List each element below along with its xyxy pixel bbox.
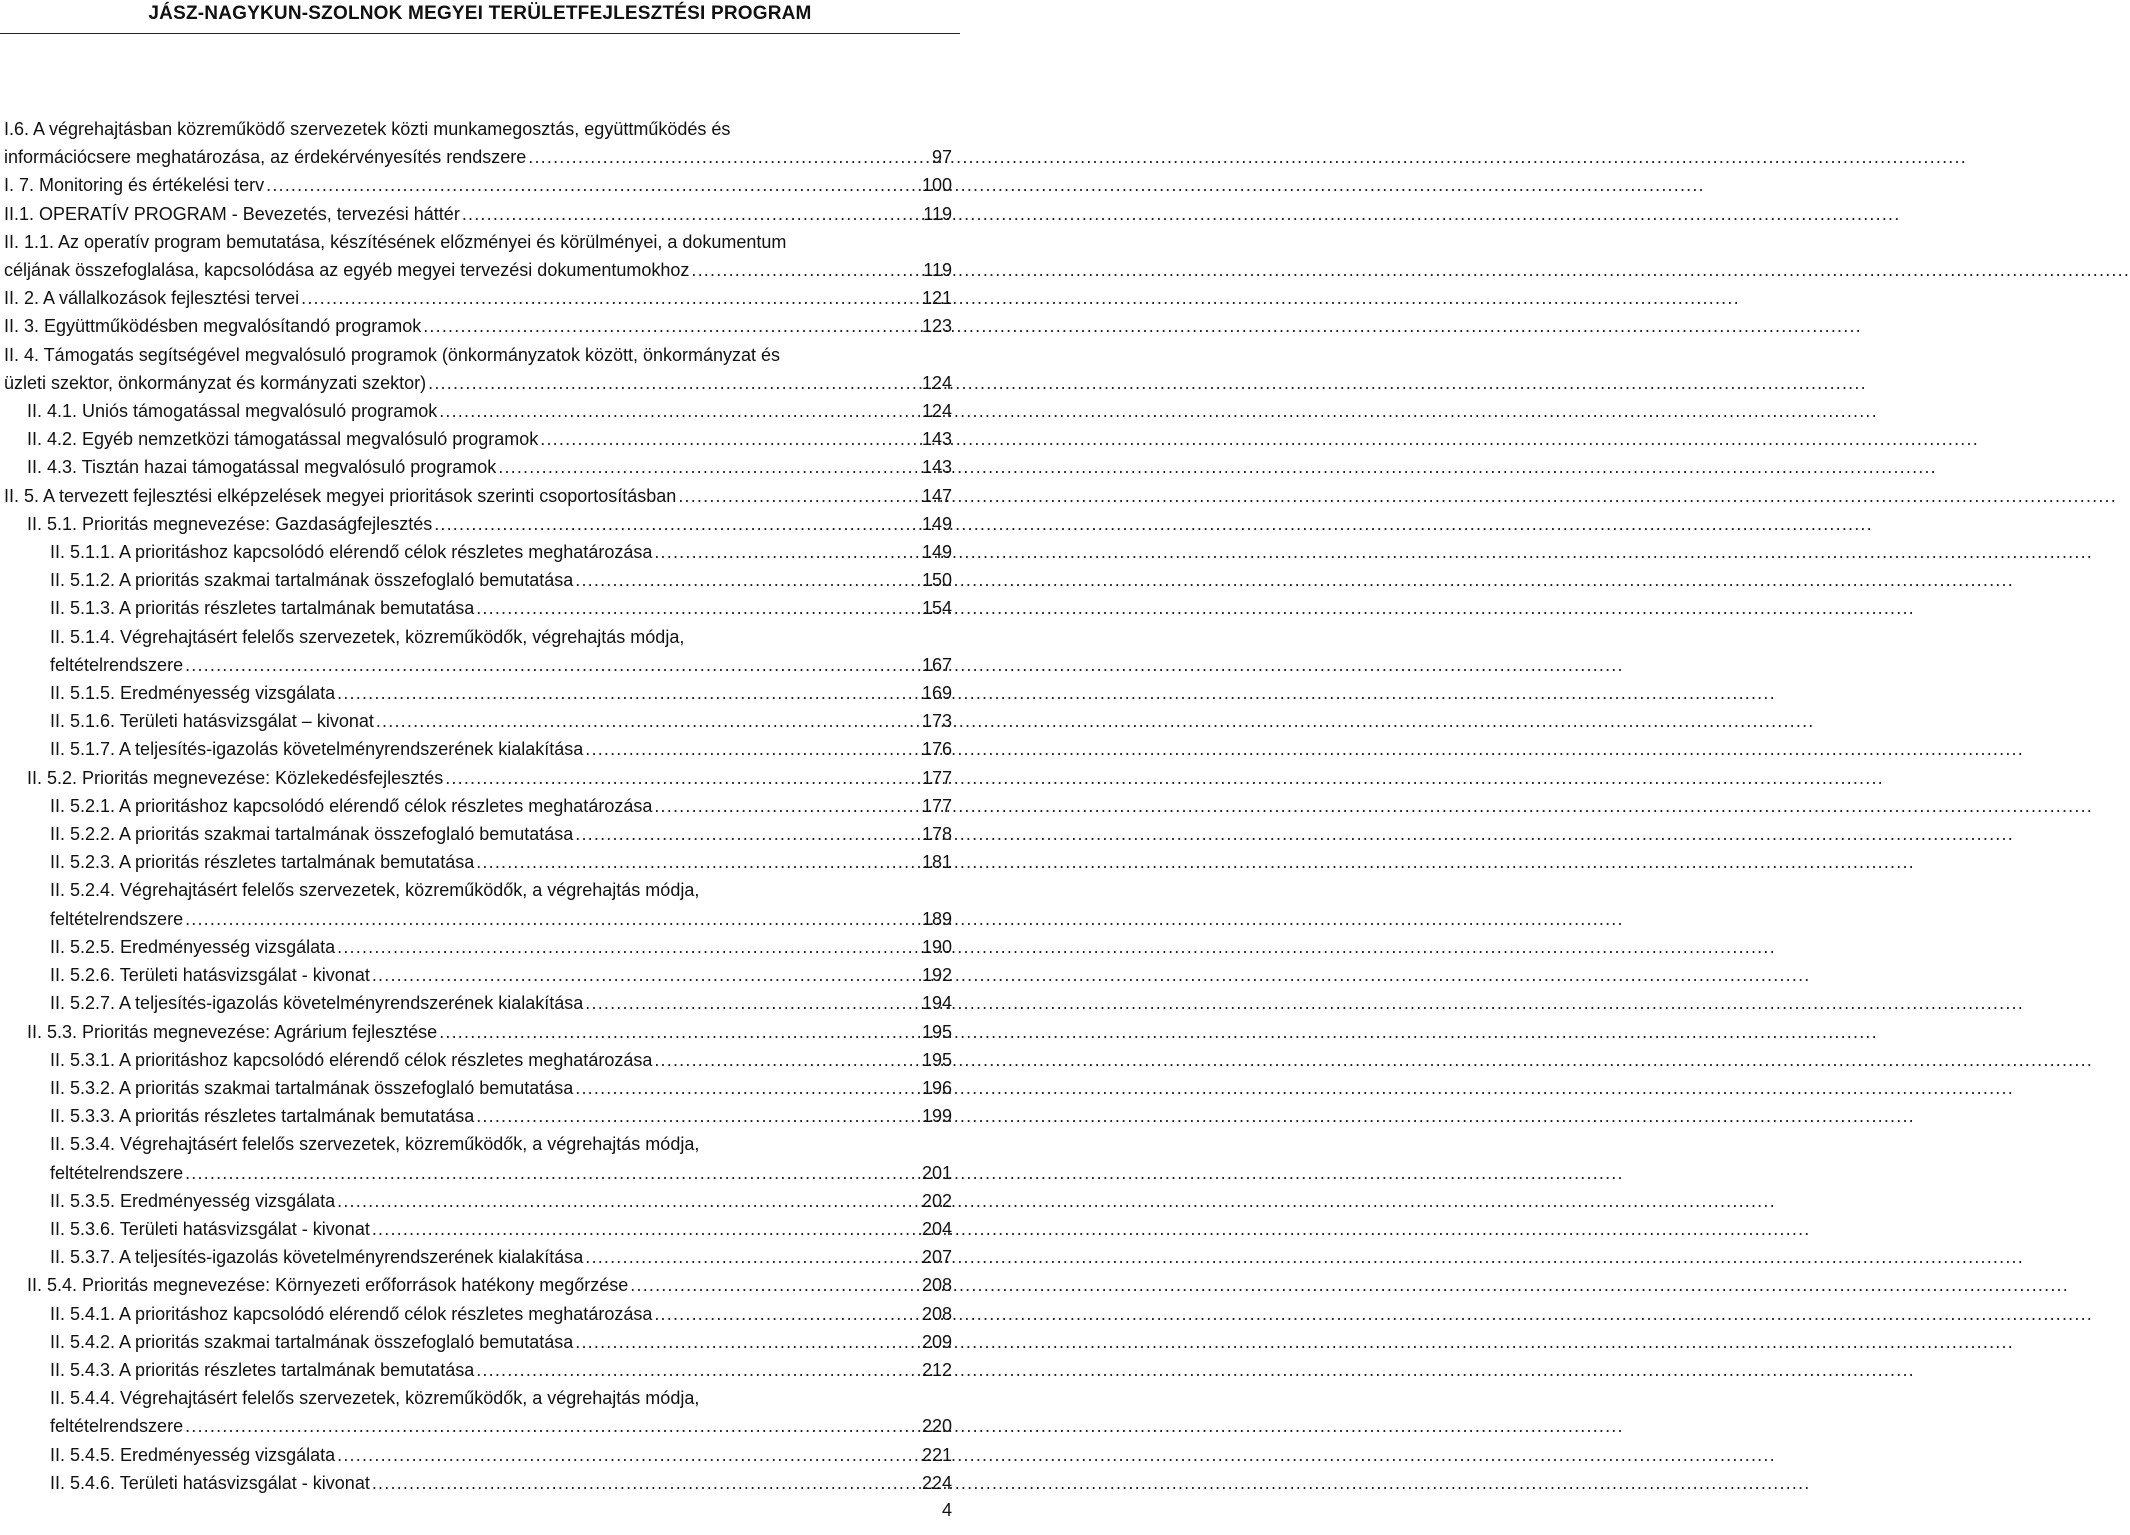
toc-entry-row bbox=[50, 1046, 952, 1074]
table-of-contents bbox=[0, 115, 960, 1497]
dot-leader bbox=[439, 1018, 920, 1046]
toc-entry-row bbox=[4, 143, 952, 171]
toc-entry-title: üzleti szektor, önkormányzat és kormányzati szektor) bbox=[4, 372, 427, 393]
dot-leader bbox=[372, 1215, 920, 1243]
toc-entry-title: II. 5.4.2. A prioritás szakmai tartalmának összefoglaló bemutatása bbox=[50, 1331, 574, 1352]
toc-entry-row bbox=[50, 1074, 952, 1102]
toc-entry[interactable] bbox=[0, 538, 960, 566]
toc-entry[interactable] bbox=[0, 876, 960, 932]
toc-entry-row bbox=[27, 510, 952, 538]
toc-entry-title: II. 5.1.6. Területi hatásvizsgálat – kivonat bbox=[50, 711, 374, 732]
dot-leader bbox=[498, 453, 920, 481]
toc-entry-title: II. 5.3.1. A prioritáshoz kapcsolódó elérendő célok részletes meghatározása bbox=[50, 1049, 653, 1070]
toc-entry-row bbox=[4, 284, 952, 312]
toc-entry-row bbox=[50, 538, 952, 566]
toc-entry-title-line: II. 5.2.4. Végrehajtásért felelős szervezetek, közreműködők, a végrehajtás módja, bbox=[50, 880, 700, 901]
toc-entry-page-number: 173 bbox=[921, 711, 952, 732]
toc-entry-row bbox=[27, 453, 952, 481]
header-divider bbox=[0, 33, 960, 34]
toc-entry-title: II. 5.3.5. Eredményesség vizsgálata bbox=[50, 1190, 336, 1211]
toc-entry-page-number: 124 bbox=[921, 401, 952, 422]
dot-leader bbox=[337, 1441, 920, 1469]
toc-entry-row bbox=[50, 594, 952, 622]
toc-entry[interactable] bbox=[0, 510, 960, 538]
toc-entry[interactable] bbox=[0, 566, 960, 594]
toc-entry-title: II. 5.4.5. Eredményesség vizsgálata bbox=[50, 1444, 336, 1465]
toc-entry-page-number: 147 bbox=[921, 485, 952, 506]
toc-entry-row bbox=[4, 256, 952, 284]
toc-entry-title-line: II. 5.1.4. Végrehajtásért felelős szervezetek, közreműködők, végrehajtás módja, bbox=[50, 626, 685, 647]
toc-entry[interactable] bbox=[0, 1469, 960, 1497]
toc-entry-row bbox=[27, 425, 952, 453]
toc-entry-page-number: 207 bbox=[921, 1247, 952, 1268]
dot-leader bbox=[476, 594, 920, 622]
toc-entry-title: II. 5.1.7. A teljesítés-igazolás követelményrendszerének kialakítása bbox=[50, 739, 584, 760]
toc-entry[interactable] bbox=[0, 623, 960, 679]
dot-leader bbox=[185, 905, 920, 933]
toc-entry-row bbox=[4, 171, 952, 199]
toc-entry[interactable] bbox=[0, 989, 960, 1017]
toc-entry-title: II. 5.4. Prioritás megnevezése: Környezeti erőforrások hatékony megőrzése bbox=[27, 1275, 629, 1296]
toc-entry-row bbox=[50, 735, 952, 763]
dot-leader bbox=[476, 1102, 920, 1130]
toc-entry[interactable] bbox=[0, 792, 960, 820]
toc-entry-page-number: 123 bbox=[921, 316, 952, 337]
toc-entry-row bbox=[50, 933, 952, 961]
dot-leader bbox=[372, 1469, 920, 1497]
toc-entry-title: II. 5.1.2. A prioritás szakmai tartalmának összefoglaló bemutatása bbox=[50, 570, 574, 591]
toc-entry[interactable] bbox=[0, 228, 960, 284]
toc-entry-page-number: 208 bbox=[921, 1275, 952, 1296]
toc-entry-title: céljának összefoglalása, kapcsolódása az egyéb megyei tervezési dokumentumokhoz bbox=[4, 260, 690, 281]
toc-entry-page-number: 212 bbox=[921, 1359, 952, 1380]
toc-entry[interactable] bbox=[0, 284, 960, 312]
dot-leader bbox=[337, 1187, 920, 1215]
toc-entry-title-line: I.6. A végrehajtásban közreműködő szervezetek közti munkamegosztás, együttműködés és bbox=[4, 119, 731, 139]
toc-entry[interactable] bbox=[0, 764, 960, 792]
toc-entry-title: II. 5.4.6. Területi hatásvizsgálat - kivonat bbox=[50, 1472, 370, 1493]
toc-entry-title: II. 5.3.6. Területi hatásvizsgálat - kivonat bbox=[50, 1218, 370, 1239]
toc-entry[interactable] bbox=[0, 735, 960, 763]
toc-entry-title: II. 5.4.1. A prioritáshoz kapcsolódó elérendő célok részletes meghatározása bbox=[50, 1303, 653, 1324]
toc-entry[interactable] bbox=[0, 820, 960, 848]
toc-entry-row bbox=[27, 764, 952, 792]
toc-entry[interactable] bbox=[0, 933, 960, 961]
toc-entry[interactable] bbox=[0, 115, 960, 171]
toc-entry-title: II. 5.2.6. Területi hatásvizsgálat - kivonat bbox=[50, 965, 370, 986]
toc-entry-row bbox=[50, 707, 952, 735]
toc-entry-title: II. 3. Együttműködésben megvalósítandó programok bbox=[4, 316, 422, 337]
toc-entry-title: II. 5.1. Prioritás megnevezése: Gazdaságfejlesztés bbox=[27, 513, 433, 534]
toc-entry[interactable] bbox=[0, 1018, 960, 1046]
toc-entry-title-line: II. 5.4.4. Végrehajtásért felelős szervezetek, közreműködők, a végrehajtás módja, bbox=[50, 1388, 700, 1409]
dot-leader bbox=[585, 989, 920, 1017]
toc-entry-row bbox=[50, 1356, 952, 1384]
toc-entry-page-number: 143 bbox=[921, 457, 952, 478]
toc-entry-title: II. 5.1.3. A prioritás részletes tartalmának bemutatása bbox=[50, 598, 475, 619]
toc-entry[interactable] bbox=[0, 1102, 960, 1130]
toc-entry-title: II. 5.2.3. A prioritás részletes tartalmának bemutatása bbox=[50, 852, 475, 873]
toc-entry-page-number: 178 bbox=[921, 824, 952, 845]
toc-entry[interactable] bbox=[0, 397, 960, 425]
page-number: 4 bbox=[941, 1500, 952, 1520]
toc-entry-title: II. 4.3. Tisztán hazai támogatással megvalósuló programok bbox=[27, 457, 497, 478]
dot-leader bbox=[575, 566, 920, 594]
dot-leader bbox=[654, 538, 920, 566]
toc-entry-page-number: 192 bbox=[921, 965, 952, 986]
toc-entry[interactable] bbox=[0, 848, 960, 876]
toc-entry-title: II. 5.4.3. A prioritás részletes tartalmának bemutatása bbox=[50, 1359, 475, 1380]
toc-entry-page-number: 150 bbox=[921, 570, 952, 591]
toc-entry-page-number: 124 bbox=[921, 372, 952, 393]
toc-entry[interactable] bbox=[0, 482, 960, 510]
toc-entry-title: II. 5.3. Prioritás megnevezése: Agrárium fejlesztése bbox=[27, 1021, 438, 1042]
dot-leader bbox=[476, 848, 920, 876]
toc-entry-title: II. 5.2.2. A prioritás szakmai tartalmának összefoglaló bemutatása bbox=[50, 824, 574, 845]
toc-entry-page-number: 194 bbox=[921, 993, 952, 1014]
toc-entry[interactable] bbox=[0, 1074, 960, 1102]
dot-leader bbox=[445, 764, 920, 792]
toc-entry[interactable] bbox=[0, 1243, 960, 1271]
dot-leader bbox=[434, 510, 920, 538]
dot-leader bbox=[575, 1074, 920, 1102]
toc-entry[interactable] bbox=[0, 1271, 960, 1299]
toc-entry-title: feltételrendszere bbox=[50, 1162, 184, 1183]
toc-entry-title: II. 5.2.5. Eredményesség vizsgálata bbox=[50, 936, 336, 957]
toc-entry-title: II. 5.2.1. A prioritáshoz kapcsolódó elérendő célok részletes meghatározása bbox=[50, 795, 653, 816]
toc-entry[interactable] bbox=[0, 1300, 960, 1328]
dot-leader bbox=[654, 1300, 920, 1328]
toc-entry-row bbox=[50, 1328, 952, 1356]
toc-entry-page-number: 208 bbox=[921, 1303, 952, 1324]
toc-entry-title: II. 2. A vállalkozások fejlesztési tervei bbox=[4, 288, 300, 309]
dot-leader bbox=[575, 820, 920, 848]
toc-entry-row bbox=[50, 989, 952, 1017]
dot-leader bbox=[540, 425, 920, 453]
dot-leader bbox=[301, 284, 920, 312]
toc-entry-title-line: II. 4. Támogatás segítségével megvalósuló programok (önkormányzatok között, önkormányzat és bbox=[4, 344, 781, 365]
toc-entry[interactable] bbox=[0, 961, 960, 989]
toc-entry-title-line: II. 5.3.4. Végrehajtásért felelős szervezetek, közreműködők, a végrehajtás módja, bbox=[50, 1134, 700, 1155]
toc-entry-row bbox=[50, 961, 952, 989]
toc-entry-row bbox=[4, 369, 952, 397]
toc-entry-row bbox=[50, 905, 952, 933]
toc-entry-title: II. 5.1.1. A prioritáshoz kapcsolódó elérendő célok részletes meghatározása bbox=[50, 542, 653, 563]
toc-entry-page-number: 224 bbox=[921, 1472, 952, 1493]
toc-entry[interactable] bbox=[0, 1215, 960, 1243]
toc-entry-row bbox=[50, 1187, 952, 1215]
toc-entry-row bbox=[27, 1018, 952, 1046]
dot-leader bbox=[462, 200, 921, 228]
toc-entry-page-number: 149 bbox=[921, 513, 952, 534]
toc-entry-page-number: 204 bbox=[921, 1218, 952, 1239]
toc-entry-row bbox=[50, 1412, 952, 1440]
toc-entry[interactable] bbox=[0, 594, 960, 622]
dot-leader bbox=[476, 1356, 920, 1384]
toc-entry[interactable] bbox=[0, 171, 960, 199]
toc-entry-title: II. 5.1.5. Eredményesség vizsgálata bbox=[50, 683, 336, 704]
toc-entry-title: II. 5.2.7. A teljesítés-igazolás követelményrendszerének kialakítása bbox=[50, 993, 584, 1014]
dot-leader bbox=[185, 651, 920, 679]
toc-entry-row bbox=[50, 566, 952, 594]
toc-entry-page-number: 119 bbox=[923, 260, 952, 281]
toc-entry-row bbox=[50, 848, 952, 876]
toc-entry-title: feltételrendszere bbox=[50, 908, 184, 929]
toc-entry[interactable] bbox=[0, 1187, 960, 1215]
toc-entry-row bbox=[50, 1159, 952, 1187]
dot-leader bbox=[372, 961, 920, 989]
dot-leader bbox=[575, 1328, 920, 1356]
toc-entry-page-number: 119 bbox=[923, 203, 952, 224]
toc-entry[interactable] bbox=[0, 679, 960, 707]
toc-entry-row bbox=[50, 1469, 952, 1497]
toc-entry-page-number: 195 bbox=[921, 1049, 952, 1070]
toc-entry[interactable] bbox=[0, 1130, 960, 1186]
toc-entry-page-number: 143 bbox=[921, 429, 952, 450]
toc-entry-page-number: 169 bbox=[921, 683, 952, 704]
toc-entry[interactable] bbox=[0, 425, 960, 453]
toc-entry-row bbox=[50, 1243, 952, 1271]
dot-leader bbox=[185, 1412, 920, 1440]
dot-leader bbox=[691, 256, 921, 284]
toc-entry-page-number: 190 bbox=[921, 936, 952, 957]
dot-leader bbox=[337, 679, 920, 707]
toc-entry-title: feltételrendszere bbox=[50, 1416, 184, 1437]
toc-entry-title: II. 4.1. Uniós támogatással megvalósuló programok bbox=[27, 401, 438, 422]
toc-entry[interactable] bbox=[0, 1441, 960, 1469]
toc-entry-page-number: 195 bbox=[921, 1021, 952, 1042]
toc-entry-title: információcsere meghatározása, az érdekérvényesítés rendszere bbox=[4, 147, 527, 168]
toc-entry-page-number: 221 bbox=[921, 1444, 952, 1465]
dot-leader bbox=[337, 933, 920, 961]
toc-entry-page-number: 209 bbox=[921, 1331, 952, 1352]
toc-entry-row bbox=[50, 1102, 952, 1130]
toc-entry-page-number: 202 bbox=[921, 1190, 952, 1211]
toc-entry-title: feltételrendszere bbox=[50, 654, 184, 675]
toc-entry-page-number: 177 bbox=[921, 767, 952, 788]
toc-entry-row bbox=[50, 1215, 952, 1243]
toc-entry[interactable] bbox=[0, 453, 960, 481]
toc-entry-row bbox=[50, 651, 952, 679]
toc-entry-row bbox=[50, 1441, 952, 1469]
toc-entry[interactable] bbox=[0, 341, 960, 397]
toc-entry[interactable] bbox=[0, 200, 960, 228]
toc-entry[interactable] bbox=[0, 1356, 960, 1384]
toc-entry-row bbox=[50, 792, 952, 820]
toc-entry-page-number: 121 bbox=[921, 288, 952, 309]
toc-entry-page-number: 177 bbox=[921, 795, 952, 816]
toc-entry-page-number: 154 bbox=[921, 598, 952, 619]
dot-leader bbox=[439, 397, 920, 425]
toc-entry[interactable] bbox=[0, 312, 960, 340]
dot-leader bbox=[185, 1159, 920, 1187]
dot-leader bbox=[423, 312, 920, 340]
toc-entry-row bbox=[4, 200, 952, 228]
toc-entry-page-number: 196 bbox=[921, 1077, 952, 1098]
toc-entry-row bbox=[50, 1300, 952, 1328]
toc-entry-page-number: 201 bbox=[921, 1162, 952, 1183]
toc-entry-page-number: 189 bbox=[921, 908, 952, 929]
dot-leader bbox=[585, 735, 920, 763]
toc-entry-title: II. 5.3.2. A prioritás szakmai tartalmának összefoglaló bemutatása bbox=[50, 1077, 574, 1098]
dot-leader bbox=[654, 792, 920, 820]
toc-entry-row bbox=[4, 482, 952, 510]
toc-entry-row bbox=[27, 1271, 952, 1299]
dot-leader bbox=[585, 1243, 920, 1271]
toc-entry-title: II. 5. A tervezett fejlesztési elképzelések megyei prioritások szerinti csoportosításban bbox=[4, 485, 677, 506]
dot-leader bbox=[630, 1271, 920, 1299]
dot-leader bbox=[428, 369, 920, 397]
dot-leader bbox=[266, 171, 920, 199]
toc-entry[interactable] bbox=[0, 1328, 960, 1356]
toc-entry-page-number: 220 bbox=[921, 1416, 952, 1437]
toc-entry[interactable] bbox=[0, 707, 960, 735]
toc-entry-page-number: 97 bbox=[931, 147, 952, 168]
dot-leader bbox=[528, 143, 930, 171]
dot-leader bbox=[376, 707, 920, 735]
toc-entry-page-number: 181 bbox=[921, 852, 952, 873]
toc-entry-row bbox=[4, 312, 952, 340]
dot-leader bbox=[678, 482, 920, 510]
toc-entry-page-number: 100 bbox=[921, 175, 952, 196]
toc-entry-page-number: 149 bbox=[921, 542, 952, 563]
toc-entry-page-number: 199 bbox=[921, 1106, 952, 1127]
toc-entry-title: II. 5.3.7. A teljesítés-igazolás követelményrendszerének kialakítása bbox=[50, 1247, 584, 1268]
toc-entry-row bbox=[27, 397, 952, 425]
toc-entry-page-number: 167 bbox=[921, 654, 952, 675]
dot-leader bbox=[654, 1046, 920, 1074]
toc-entry-row bbox=[50, 820, 952, 848]
toc-entry[interactable] bbox=[0, 1046, 960, 1074]
toc-entry-title: I. 7. Monitoring és értékelési terv bbox=[4, 175, 265, 196]
toc-entry-title: II. 5.3.3. A prioritás részletes tartalmának bemutatása bbox=[50, 1106, 475, 1127]
toc-entry[interactable] bbox=[0, 1384, 960, 1440]
toc-entry-title-line: II. 1.1. Az operatív program bemutatása, készítésének előzményei és körülményei, a dokumentum bbox=[4, 231, 787, 252]
running-header: JÁSZ-NAGYKUN-SZOLNOK MEGYEI TERÜLETFEJLESZTÉSI PROGRAM bbox=[148, 3, 812, 24]
toc-entry-title: II. 5.2. Prioritás megnevezése: Közlekedésfejlesztés bbox=[27, 767, 444, 788]
toc-entry-title: II. 4.2. Egyéb nemzetközi támogatással megvalósuló programok bbox=[27, 429, 539, 450]
toc-entry-page-number: 176 bbox=[921, 739, 952, 760]
toc-entry-row bbox=[50, 679, 952, 707]
toc-entry-title: II.1. OPERATÍV PROGRAM - Bevezetés, tervezési háttér bbox=[4, 203, 460, 224]
